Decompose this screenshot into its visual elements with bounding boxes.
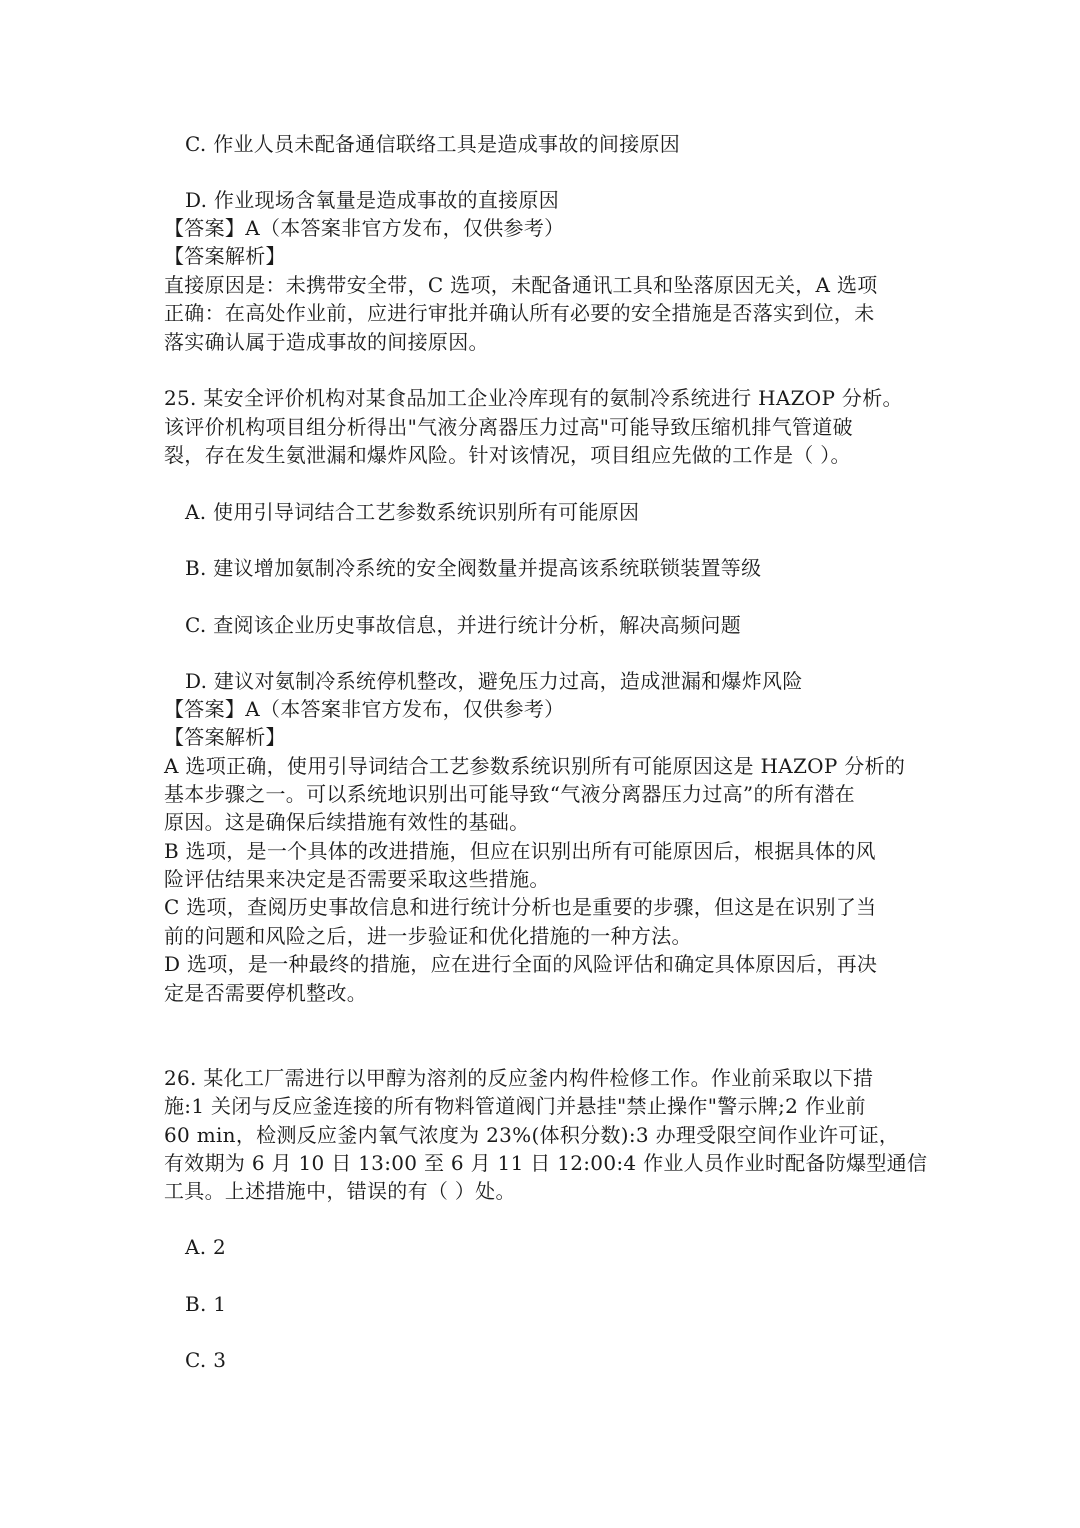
q25-analysis-line: 基本步骤之一。可以系统地识别出可能导致“气液分离器压力过高”的所有潜在 xyxy=(164,782,855,806)
q25-stem-line: 该评价机构项目组分析得出"气液分离器压力过高"可能导致压缩机排气管道破 xyxy=(164,415,853,439)
q24-analysis-line: 落实确认属于造成事故的间接原因。 xyxy=(164,330,489,354)
q26-option-a: A. 2 xyxy=(185,1235,227,1259)
q25-analysis-line: C 选项，查阅历史事故信息和进行统计分析也是重要的步骤，但这是在识别了当 xyxy=(164,895,877,919)
q26-option-c: C. 3 xyxy=(185,1348,227,1372)
q25-analysis-heading: 【答案解析】 xyxy=(164,725,286,749)
q25-analysis-line: 定是否需要停机整改。 xyxy=(164,981,367,1005)
q25-analysis-line: A 选项正确，使用引导词结合工艺参数系统识别所有可能原因这是 HAZOP 分析的 xyxy=(164,754,906,778)
q25-option-d: D. 建议对氨制冷系统停机整改，避免压力过高，造成泄漏和爆炸风险 xyxy=(185,669,803,693)
q25-analysis-line: 前的问题和风险之后，进一步验证和优化措施的一种方法。 xyxy=(164,924,692,948)
q26-stem-line: 工具。上述措施中，错误的有（ ）处。 xyxy=(164,1179,516,1203)
q25-analysis-line: B 选项，是一个具体的改进措施，但应在识别出所有可能原因后，根据具体的风 xyxy=(164,839,876,863)
q25-analysis-line: D 选项，是一种最终的措施，应在进行全面的风险评估和确定具体原因后，再决 xyxy=(164,952,878,976)
q24-analysis-heading: 【答案解析】 xyxy=(164,244,286,268)
q26-option-b: B. 1 xyxy=(185,1292,227,1316)
q25-stem-line: 25. 某安全评价机构对某食品加工企业冷库现有的氨制冷系统进行 HAZOP 分析。 xyxy=(164,386,903,410)
q26-stem-line: 26. 某化工厂需进行以甲醇为溶剂的反应釜内构件检修工作。作业前采取以下措 xyxy=(164,1066,874,1090)
q25-option-a: A. 使用引导词结合工艺参数系统识别所有可能原因 xyxy=(185,500,640,524)
q24-analysis-line: 正确：在高处作业前，应进行审批并确认所有必要的安全措施是否落实到位，未 xyxy=(164,301,875,325)
q24-option-c: C. 作业人员未配备通信联络工具是造成事故的间接原因 xyxy=(185,132,681,156)
q25-answer: 【答案】A（本答案非官方发布，仅供参考） xyxy=(164,697,565,721)
q25-option-b: B. 建议增加氨制冷系统的安全阀数量并提高该系统联锁装置等级 xyxy=(185,556,762,580)
q25-stem-line: 裂，存在发生氨泄漏和爆炸风险。针对该情况，项目组应先做的工作是（ ）。 xyxy=(164,443,851,467)
q26-stem-line: 有效期为 6 月 10 日 13:00 至 6 月 11 日 12:00:4 作业人员作业时配备防爆型通信 xyxy=(164,1151,928,1175)
q24-answer: 【答案】A（本答案非官方发布，仅供参考） xyxy=(164,216,565,240)
q24-analysis-line: 直接原因是：未携带安全带，C 选项，未配备通讯工具和坠落原因无关，A 选项 xyxy=(164,273,878,297)
q25-analysis-line: 原因。这是确保后续措施有效性的基础。 xyxy=(164,810,530,834)
q25-option-c: C. 查阅该企业历史事故信息，并进行统计分析，解决高频问题 xyxy=(185,613,742,637)
q26-stem-line: 施:1 关闭与反应釜连接的所有物料管道阀门并悬挂"禁止操作"警示牌;2 作业前 xyxy=(164,1094,866,1118)
q24-option-d: D. 作业现场含氧量是造成事故的直接原因 xyxy=(185,188,560,212)
q25-analysis-line: 险评估结果来决定是否需要采取这些措施。 xyxy=(164,867,550,891)
q26-stem-line: 60 min，检测反应釜内氧气浓度为 23%(体积分数):3 办理受限空间作业许可证， xyxy=(164,1123,900,1147)
